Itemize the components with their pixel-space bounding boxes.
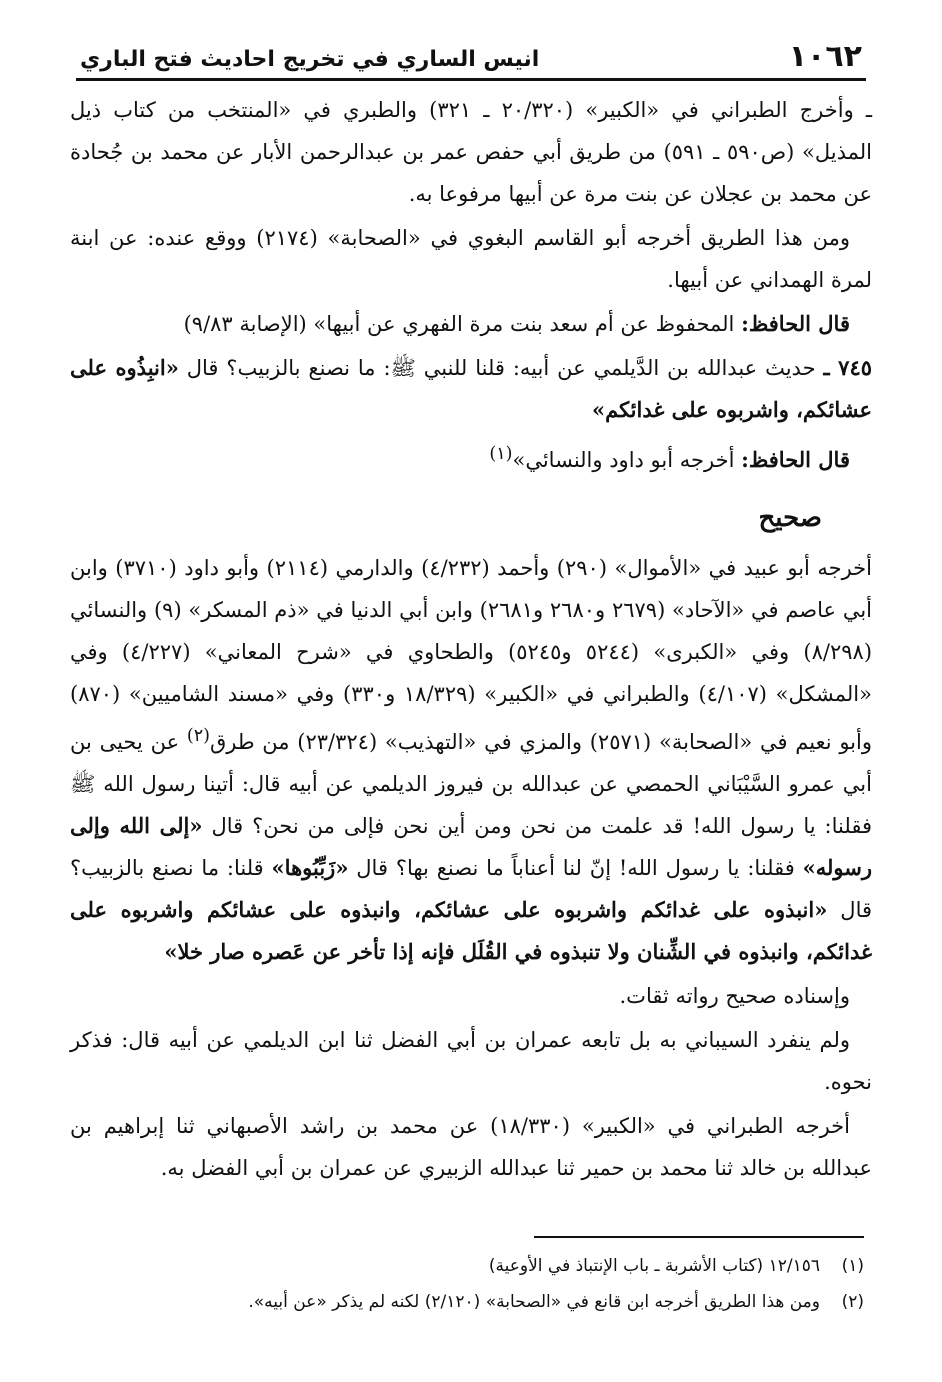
section-heading-sahih: صحيح xyxy=(758,503,822,533)
quote-bold-3: «انبذوه على غدائكم واشربوه على عشائكم، وانبذوه على عشائكم واشربوه على غدائكم، وانبذوه في الشِّنان ولا تنبذوه في القُلَل فإنه إذا تأخر عن عَصره صار خلا» xyxy=(70,897,872,964)
paragraph-tabarani-2: أخرجه الطبراني في «الكبير» (١٨/٣٣٠) عن محمد بن راشد الأصبهاني ثنا إبراهيم بن عبدالله بن خالد ثنا محمد بن حمير ثنا عبدالله الزبيري عن عمران بن أبي الفضل به. xyxy=(70,1114,872,1180)
hafiz-note-1: قال الحافظ: المحفوظ عن أم سعد بنت مرة الفهري عن أبيها» (الإصابة ٩/٨٣) xyxy=(183,311,850,336)
page-header xyxy=(76,30,866,81)
paragraph-mutabaa: ولم ينفرد السيباني به بل تابعه عمران بن أبي الفضل ثنا ابن الديلمي عن أبيه قال: فذكر نحوه. xyxy=(70,1028,872,1094)
paragraph-takhrij: أخرجه أبو عبيد في «الأموال» (٢٩٠) وأحمد (٤/٢٣٢) والدارمي (٢١١٤) وأبو داود (٣٧١٠) وابن أبي عاصم في «الآحاد» (٢٦٧٩ و٢٦٨٠ و٢٦٨١) وابن أبي الدنيا في «ذم المسكر» (٩) والنسائي (٨/٢٩٨) وفي «الكبرى» (٥٢٤٤ و٥٢٤٥) والطحاوي في «شرح المعاني» (٤/٢٢٧) وفي «المشكل» (٤/١٠٧) والطبراني في «الكبير» (١٨/٣٢٩ و٣٣٠) وفي «مسند الشاميين» (٨٧٠) وأبو نعيم في «الصحابة» (٢٥٧١) والمزي في «التهذيب» (٢٣/٣٢٤) من طرق$^{(٢)}$ عن يحيى بن أبي عمرو السَّيْبَاني الحمصي عن عبدالله بن فيروز الديلمي عن أبيه قال: أتينا رسول الله ﷺ فقلنا: يا رسول الله! قد علمت من نحن ومن أين نحن فإلى من نحن؟ قال «إلى الله وإلى رسوله» فقلنا: يا رسول الله! إنّ لنا أعناباً ما نصنع بها؟ قال «زَبِّبُوها» قلنا: ما نصنع بالزبيب؟ قال «انبذوه على غدائكم واشربوه على عشائكم، وانبذوه على عشائكم واشربوه على غدائكم، وانبذوه في الشِّنان ولا تنبذوه في القُلَل فإنه إذا تأخر عن عَصره صار خلا» xyxy=(70,556,873,964)
hafiz-label: قال الحافظ: xyxy=(741,447,850,472)
page-body xyxy=(70,81,872,1189)
footnotes xyxy=(70,1248,864,1320)
footnote-ref-2[interactable]: (٢) xyxy=(186,726,210,746)
footnote-number: (١) xyxy=(841,1256,864,1276)
hafiz-label: قال الحافظ: xyxy=(741,311,850,336)
footnote-1 xyxy=(70,1248,864,1284)
hadith-quote: «انبِذُوه على عشائكم، واشربوه على غدائكم» xyxy=(70,355,872,422)
paragraph-isnad: وإسناده صحيح رواته ثقات. xyxy=(619,984,850,1008)
running-title: انيس الساري في تخريج احاديث فتح الباري xyxy=(80,47,540,72)
footnote-number: (٢) xyxy=(841,1292,864,1312)
footnote-text: ١٢/١٥٦ (كتاب الأشربة ـ باب الإنتباذ في الأوعية) xyxy=(488,1256,820,1276)
footnote-ref-1[interactable]: (١) xyxy=(489,444,513,464)
paragraph-tabarani-1: ـ وأخرج الطبراني في «الكبير» (٢٠/٣٢٠ ـ ٣٢١) والطبري في «المنتخب من كتاب ذيل المذيل» (ص٥٩٠ ـ ٥٩١) من طريق أبي حفص عمر بن عبدالرحمن الأبار عن محمد بن جُحادة عن محمد بن عجلان عن بنت مرة عن أبيها مرفوعا به. xyxy=(70,98,872,206)
quote-bold-2: «زَبِّبُوها» xyxy=(271,855,349,880)
hafiz-note-2: قال الحافظ: أخرجه أبو داود والنسائي»$^{(١)}$ xyxy=(489,444,850,472)
footnote-2 xyxy=(70,1284,864,1320)
page-number: ١٠٦٢ xyxy=(788,39,862,74)
hadith-number: ٧٤٥ ـ xyxy=(823,355,873,380)
footnote-divider xyxy=(534,1236,864,1238)
paragraph-baghawi: ومن هذا الطريق أخرجه أبو القاسم البغوي في «الصحابة» (٢١٧٤) ووقع عنده: عن ابنة لمرة الهمداني عن أبيها. xyxy=(70,226,872,292)
quote-bold-1: «إلى الله وإلى رسوله» xyxy=(70,813,872,880)
footnote-text: ومن هذا الطريق أخرجه ابن قانع في «الصحابة» (٢/١٢٠) لكنه لم يذكر «عن أبيه». xyxy=(248,1292,820,1312)
hadith-745: ٧٤٥ ـ حديث عبدالله بن الدَّيلمي عن أبيه: قلنا للنبي ﷺ: ما نصنع بالزبيب؟ قال «انبِذُوه على عشائكم، واشربوه على غدائكم» xyxy=(70,355,873,422)
